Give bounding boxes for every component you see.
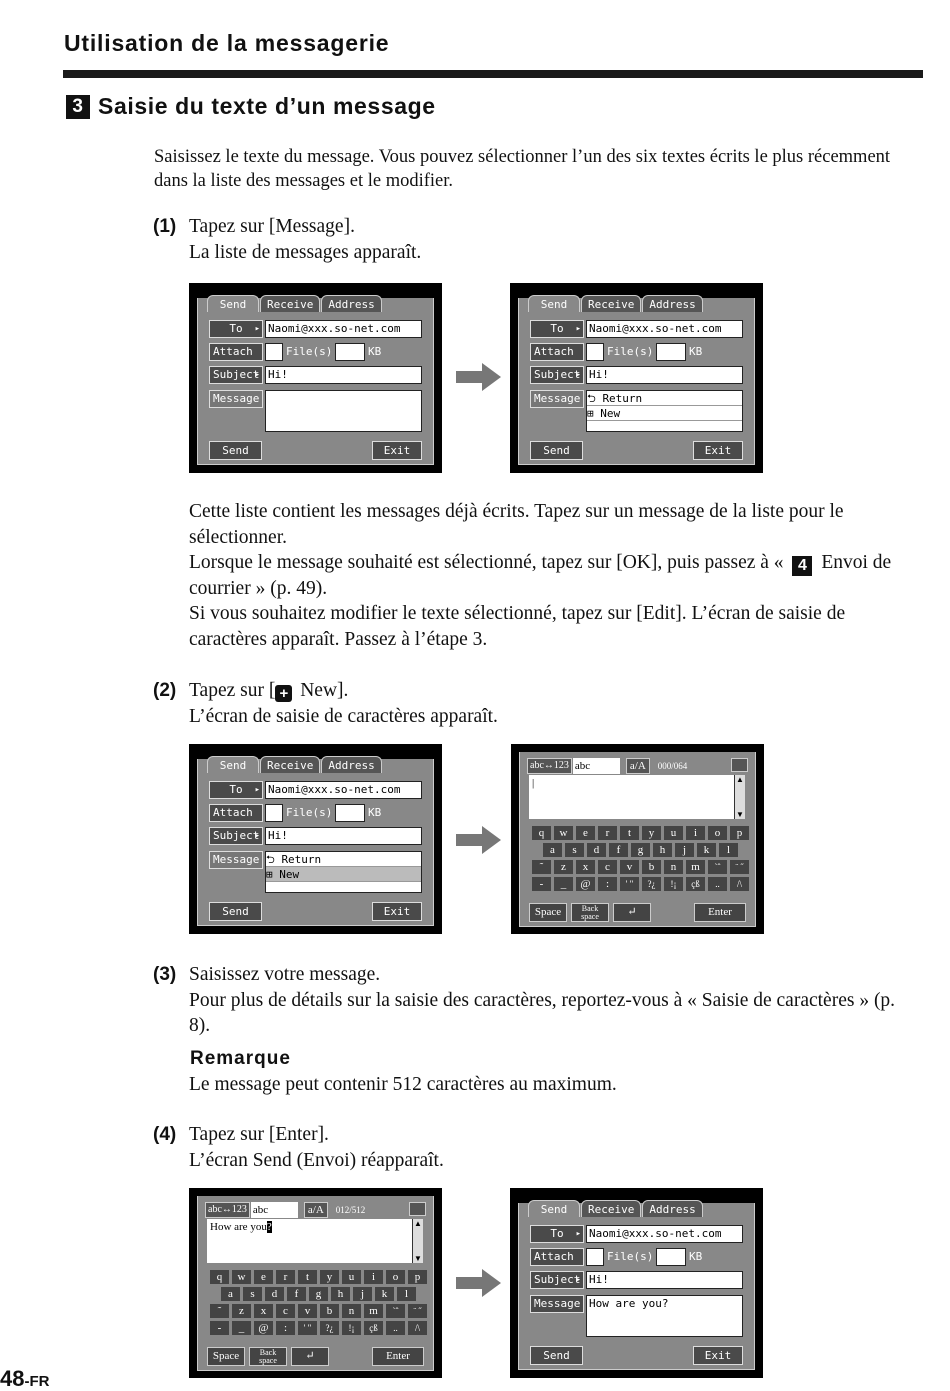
step-2-text: [189, 678, 909, 729]
step-title-text: Saisie du texte d’un message: [98, 93, 436, 119]
keyboard-icon[interactable]: [409, 1202, 426, 1216]
to-field[interactable]: Naomi@xxx.so-net.com: [265, 320, 422, 338]
key[interactable]: `ˆ: [385, 1303, 406, 1319]
key[interactable]: d: [586, 842, 607, 858]
step-4-box: 4: [792, 556, 812, 576]
key[interactable]: _: [231, 1320, 252, 1336]
step-4-line1: Tapez sur [Enter].: [189, 1124, 329, 1145]
remark-text: Le message peut contenir 512 caractères au maximum.: [189, 1074, 617, 1095]
list-item-return[interactable]: ⮌ Return: [266, 852, 421, 867]
key[interactable]: e: [253, 1269, 274, 1285]
kb-field: [656, 343, 686, 361]
key[interactable]: /\: [729, 876, 750, 892]
tab-bar: [207, 756, 383, 773]
send-screen-initial: [189, 283, 442, 473]
to-button[interactable]: To ▸: [209, 320, 263, 338]
exit-button[interactable]: Exit: [693, 1346, 743, 1365]
tab-send[interactable]: Send: [207, 295, 259, 312]
key[interactable]: ˜: [209, 1303, 230, 1319]
key[interactable]: k: [696, 842, 717, 858]
key-row-3: [209, 1303, 429, 1319]
case-toggle-button[interactable]: a/A: [626, 758, 650, 774]
message-button[interactable]: Message: [530, 390, 584, 408]
step-4-text: [189, 1122, 909, 1173]
key[interactable]: r: [597, 825, 618, 841]
key[interactable]: b: [641, 859, 662, 875]
step-3-number: (3): [153, 964, 177, 985]
key[interactable]: x: [575, 859, 596, 875]
key[interactable]: i: [685, 825, 706, 841]
key[interactable]: c: [275, 1303, 296, 1319]
page-suffix: -FR: [24, 1373, 50, 1390]
subject-button[interactable]: Subject ▸: [209, 827, 263, 845]
subject-button[interactable]: Subject ▸: [209, 366, 263, 384]
send-button[interactable]: Send: [209, 441, 262, 460]
key-row-2: [220, 1286, 418, 1302]
key[interactable]: o: [385, 1269, 406, 1285]
tab-send[interactable]: Send: [528, 1200, 580, 1217]
step-1-explanation-p1: Cette liste contient les messages déjà écrits. Tapez sur un message de la liste pour le sélectionner.: [189, 501, 844, 548]
key[interactable]: :: [597, 876, 618, 892]
key-row-3: [531, 859, 751, 875]
subject-field[interactable]: Hi!: [586, 366, 743, 384]
key[interactable]: a: [542, 842, 563, 858]
send-screen-message-list: [510, 283, 763, 473]
step-1-text: [189, 214, 909, 265]
key[interactable]: k: [374, 1286, 395, 1302]
return-key[interactable]: [291, 1347, 329, 1366]
exit-button[interactable]: Exit: [372, 441, 422, 460]
key-row-4: [209, 1320, 429, 1336]
key[interactable]: çß: [685, 876, 706, 892]
new-plus-icon: +: [275, 685, 292, 702]
tab-receive[interactable]: Receive: [581, 295, 641, 312]
subject-button[interactable]: Subject ▸: [530, 1271, 584, 1289]
send-button[interactable]: Send: [530, 441, 583, 460]
backspace-key[interactable]: Back space: [571, 903, 609, 922]
key[interactable]: h: [330, 1286, 351, 1302]
key[interactable]: y: [641, 825, 662, 841]
keyboard-icon[interactable]: [731, 758, 748, 772]
char-counter: 012/512: [335, 1204, 366, 1215]
step-title: [66, 93, 436, 120]
kb-field: [335, 343, 365, 361]
subject-button[interactable]: Subject ▸: [530, 366, 584, 384]
attach-button[interactable]: Attach: [530, 1248, 584, 1266]
send-button[interactable]: Send: [530, 1346, 583, 1365]
key[interactable]: s: [564, 842, 585, 858]
key[interactable]: ' ": [619, 876, 640, 892]
key[interactable]: v: [297, 1303, 318, 1319]
step-1-explanation-p3: Si vous souhaitez modifier le texte sélectionné, tapez sur [Edit]. L’écran de saisie de caractères apparaît. Passez à l’étape 3.: [189, 603, 846, 650]
file-count-field: [265, 804, 283, 822]
new-plus-icon: ⊞: [266, 868, 280, 881]
key[interactable]: j: [674, 842, 695, 858]
text-area[interactable]: |: [529, 775, 734, 819]
key[interactable]: g: [308, 1286, 329, 1302]
key[interactable]: l: [718, 842, 739, 858]
space-key[interactable]: Space: [529, 903, 567, 922]
tab-address[interactable]: Address: [321, 295, 381, 312]
key[interactable]: -: [209, 1320, 230, 1336]
kb-label: KB: [689, 345, 703, 358]
message-field[interactable]: [265, 390, 422, 432]
step-4-number: (4): [153, 1124, 177, 1145]
key-row-1: [531, 825, 751, 841]
tab-bar: [207, 295, 383, 312]
step-3-line1: Saisissez votre message.: [189, 964, 381, 985]
key[interactable]: b: [319, 1303, 340, 1319]
key[interactable]: ..: [707, 876, 728, 892]
step-1-number: (1): [153, 216, 177, 237]
key[interactable]: ?¿: [319, 1320, 340, 1336]
key[interactable]: /\: [407, 1320, 428, 1336]
text-area[interactable]: How are you?: [207, 1219, 412, 1263]
key[interactable]: t: [297, 1269, 318, 1285]
key[interactable]: -: [531, 876, 552, 892]
key[interactable]: w: [231, 1269, 252, 1285]
step-1-line1: Tapez sur [Message].: [189, 216, 355, 237]
step-1-explanation-p2: Lorsque le message souhaité est sélectionné, tapez sur [OK], puis passez à « 4 Envoi de courrier » (p. 49).: [189, 552, 892, 599]
file-count-field: [265, 343, 283, 361]
to-field[interactable]: Naomi@xxx.so-net.com: [265, 781, 422, 799]
key[interactable]: y: [319, 1269, 340, 1285]
message-list: [265, 851, 422, 893]
step-number-box: 3: [66, 95, 90, 119]
list-item-return[interactable]: ⮌ Return: [587, 391, 742, 406]
kb-label: KB: [689, 1250, 703, 1263]
to-button[interactable]: To ▸: [530, 1225, 584, 1243]
key-row-4: [531, 876, 751, 892]
file-count-field: [586, 343, 604, 361]
backspace-key[interactable]: Back space: [249, 1347, 287, 1366]
key[interactable]: ¨ ˝: [407, 1303, 428, 1319]
tab-send[interactable]: Send: [528, 295, 580, 312]
keyboard-top-bar: [527, 757, 687, 774]
key[interactable]: r: [275, 1269, 296, 1285]
header-rule: [63, 70, 923, 78]
scroll-down-icon: ▼: [414, 1254, 422, 1263]
key[interactable]: p: [729, 825, 750, 841]
arrow-right-icon: [456, 1268, 502, 1298]
page-number: 48-FR: [0, 1366, 50, 1391]
step-1-explanation: [189, 499, 909, 652]
key[interactable]: z: [231, 1303, 252, 1319]
key[interactable]: f: [286, 1286, 307, 1302]
exit-button[interactable]: Exit: [693, 441, 743, 460]
message-list: [586, 390, 743, 432]
key[interactable]: ¨ ˝: [729, 859, 750, 875]
files-label: File(s): [607, 1250, 654, 1263]
new-plus-icon: ⊞: [587, 407, 601, 420]
kb-label: KB: [368, 806, 382, 819]
message-button[interactable]: Message: [209, 390, 263, 408]
return-arrow-icon: ↵: [305, 1350, 315, 1362]
input-mode-field: abc: [573, 758, 620, 774]
key[interactable]: u: [341, 1269, 362, 1285]
key[interactable]: !¡: [341, 1320, 362, 1336]
step-3-line2: Pour plus de détails sur la saisie des caractères, reportez-vous à « Saisie de caractères » (p. 8).: [189, 989, 896, 1036]
key[interactable]: ..: [385, 1320, 406, 1336]
arrow-right-icon: [456, 825, 502, 855]
tab-bar: [528, 1200, 704, 1217]
intro-paragraph: Saisissez le texte du message. Vous pouvez sélectionner l’un des six textes écrits le plus récemment dans la liste des messages et le modifier.: [154, 147, 891, 191]
key[interactable]: a: [220, 1286, 241, 1302]
key[interactable]: o: [707, 825, 728, 841]
step-4-line2: L’écran Send (Envoi) réapparaît.: [189, 1149, 444, 1171]
message-button[interactable]: Message: [209, 851, 263, 869]
exit-button[interactable]: Exit: [372, 902, 422, 921]
kb-label: KB: [368, 345, 382, 358]
key[interactable]: g: [630, 842, 651, 858]
key[interactable]: çß: [363, 1320, 384, 1336]
text-cursor: ?: [266, 1221, 272, 1233]
tab-receive[interactable]: Receive: [260, 295, 320, 312]
tab-receive[interactable]: Receive: [581, 1200, 641, 1217]
key[interactable]: `ˆ: [707, 859, 728, 875]
scrollbar[interactable]: [734, 775, 745, 819]
key-row-1: [209, 1269, 429, 1285]
scroll-up-icon: ▲: [414, 1219, 422, 1228]
subject-field[interactable]: Hi!: [586, 1271, 743, 1289]
tab-address[interactable]: Address: [642, 295, 702, 312]
enter-key[interactable]: Enter: [694, 903, 746, 922]
keyboard-screen-typed: [189, 1188, 442, 1378]
tab-address[interactable]: Address: [642, 1200, 702, 1217]
step-2-line1: Tapez sur [ + New].: [189, 680, 349, 702]
key[interactable]: d: [264, 1286, 285, 1302]
message-button[interactable]: Message: [530, 1295, 584, 1313]
key[interactable]: @: [253, 1320, 274, 1336]
step-2-number: (2): [153, 680, 177, 701]
key[interactable]: _: [553, 876, 574, 892]
scrollbar[interactable]: [412, 1219, 423, 1263]
subject-field[interactable]: Hi!: [265, 366, 422, 384]
keyboard-screen-empty: [511, 744, 764, 934]
key[interactable]: i: [363, 1269, 384, 1285]
subject-field[interactable]: Hi!: [265, 827, 422, 845]
files-label: File(s): [607, 345, 654, 358]
tab-receive[interactable]: Receive: [260, 756, 320, 773]
key[interactable]: m: [363, 1303, 384, 1319]
send-button[interactable]: Send: [209, 902, 262, 921]
to-button[interactable]: To ▸: [530, 320, 584, 338]
remark-title: Remarque: [190, 1048, 291, 1069]
files-label: File(s): [286, 806, 333, 819]
key[interactable]: ?¿: [641, 876, 662, 892]
arrow-right-icon: [456, 362, 502, 392]
section-header: Utilisation de la messagerie: [64, 30, 390, 56]
key[interactable]: q: [531, 825, 552, 841]
key[interactable]: @: [575, 876, 596, 892]
return-icon: ⮌: [266, 853, 282, 866]
attach-button[interactable]: Attach: [530, 343, 584, 361]
file-count-field: [586, 1248, 604, 1266]
key[interactable]: j: [352, 1286, 373, 1302]
key[interactable]: e: [575, 825, 596, 841]
list-item-new[interactable]: ⊞ New: [266, 867, 421, 882]
key[interactable]: s: [242, 1286, 263, 1302]
list-item-new[interactable]: ⊞ New: [587, 406, 742, 421]
key[interactable]: :: [275, 1320, 296, 1336]
kb-field: [656, 1248, 686, 1266]
key[interactable]: u: [663, 825, 684, 841]
send-screen-new-selected: [189, 744, 442, 934]
to-field[interactable]: Naomi@xxx.so-net.com: [586, 1225, 743, 1243]
keyboard-top-bar: [205, 1201, 365, 1218]
key[interactable]: c: [597, 859, 618, 875]
key[interactable]: m: [685, 859, 706, 875]
send-screen-final: [510, 1188, 763, 1378]
scroll-down-icon: ▼: [736, 810, 744, 819]
tab-address[interactable]: Address: [321, 756, 381, 773]
key[interactable]: f: [608, 842, 629, 858]
space-key[interactable]: Space: [207, 1347, 245, 1366]
input-mode-field: abc: [251, 1202, 298, 1218]
key-row-2: [542, 842, 740, 858]
return-icon: ⮌: [587, 392, 603, 405]
kb-field: [335, 804, 365, 822]
char-counter: 000/064: [657, 760, 688, 771]
key[interactable]: !¡: [663, 876, 684, 892]
case-toggle-button[interactable]: a/A: [304, 1202, 328, 1218]
key[interactable]: t: [619, 825, 640, 841]
tab-send[interactable]: Send: [207, 756, 259, 773]
to-field[interactable]: Naomi@xxx.so-net.com: [586, 320, 743, 338]
step-3-text: [189, 962, 909, 1039]
key[interactable]: p: [407, 1269, 428, 1285]
mode-toggle-button[interactable]: abc↔123: [527, 758, 572, 774]
key[interactable]: z: [553, 859, 574, 875]
enter-key[interactable]: Enter: [372, 1347, 424, 1366]
key[interactable]: n: [663, 859, 684, 875]
return-key[interactable]: [613, 903, 651, 922]
to-button[interactable]: To ▸: [209, 781, 263, 799]
key[interactable]: ˜: [531, 859, 552, 875]
step-2-line2: L’écran de saisie de caractères apparaît.: [189, 705, 498, 727]
key[interactable]: l: [396, 1286, 417, 1302]
attach-button[interactable]: Attach: [209, 343, 263, 361]
mode-toggle-button[interactable]: abc↔123: [205, 1202, 250, 1218]
step-1-line2: La liste de messages apparaît.: [189, 241, 422, 263]
key[interactable]: v: [619, 859, 640, 875]
attach-button[interactable]: Attach: [209, 804, 263, 822]
message-field[interactable]: How are you?: [586, 1295, 743, 1337]
files-label: File(s): [286, 345, 333, 358]
key[interactable]: q: [209, 1269, 230, 1285]
key[interactable]: x: [253, 1303, 274, 1319]
key[interactable]: h: [652, 842, 673, 858]
return-arrow-icon: ↵: [627, 906, 637, 918]
key[interactable]: n: [341, 1303, 362, 1319]
key[interactable]: ' ": [297, 1320, 318, 1336]
tab-bar: [528, 295, 704, 312]
key[interactable]: w: [553, 825, 574, 841]
scroll-up-icon: ▲: [736, 775, 744, 784]
